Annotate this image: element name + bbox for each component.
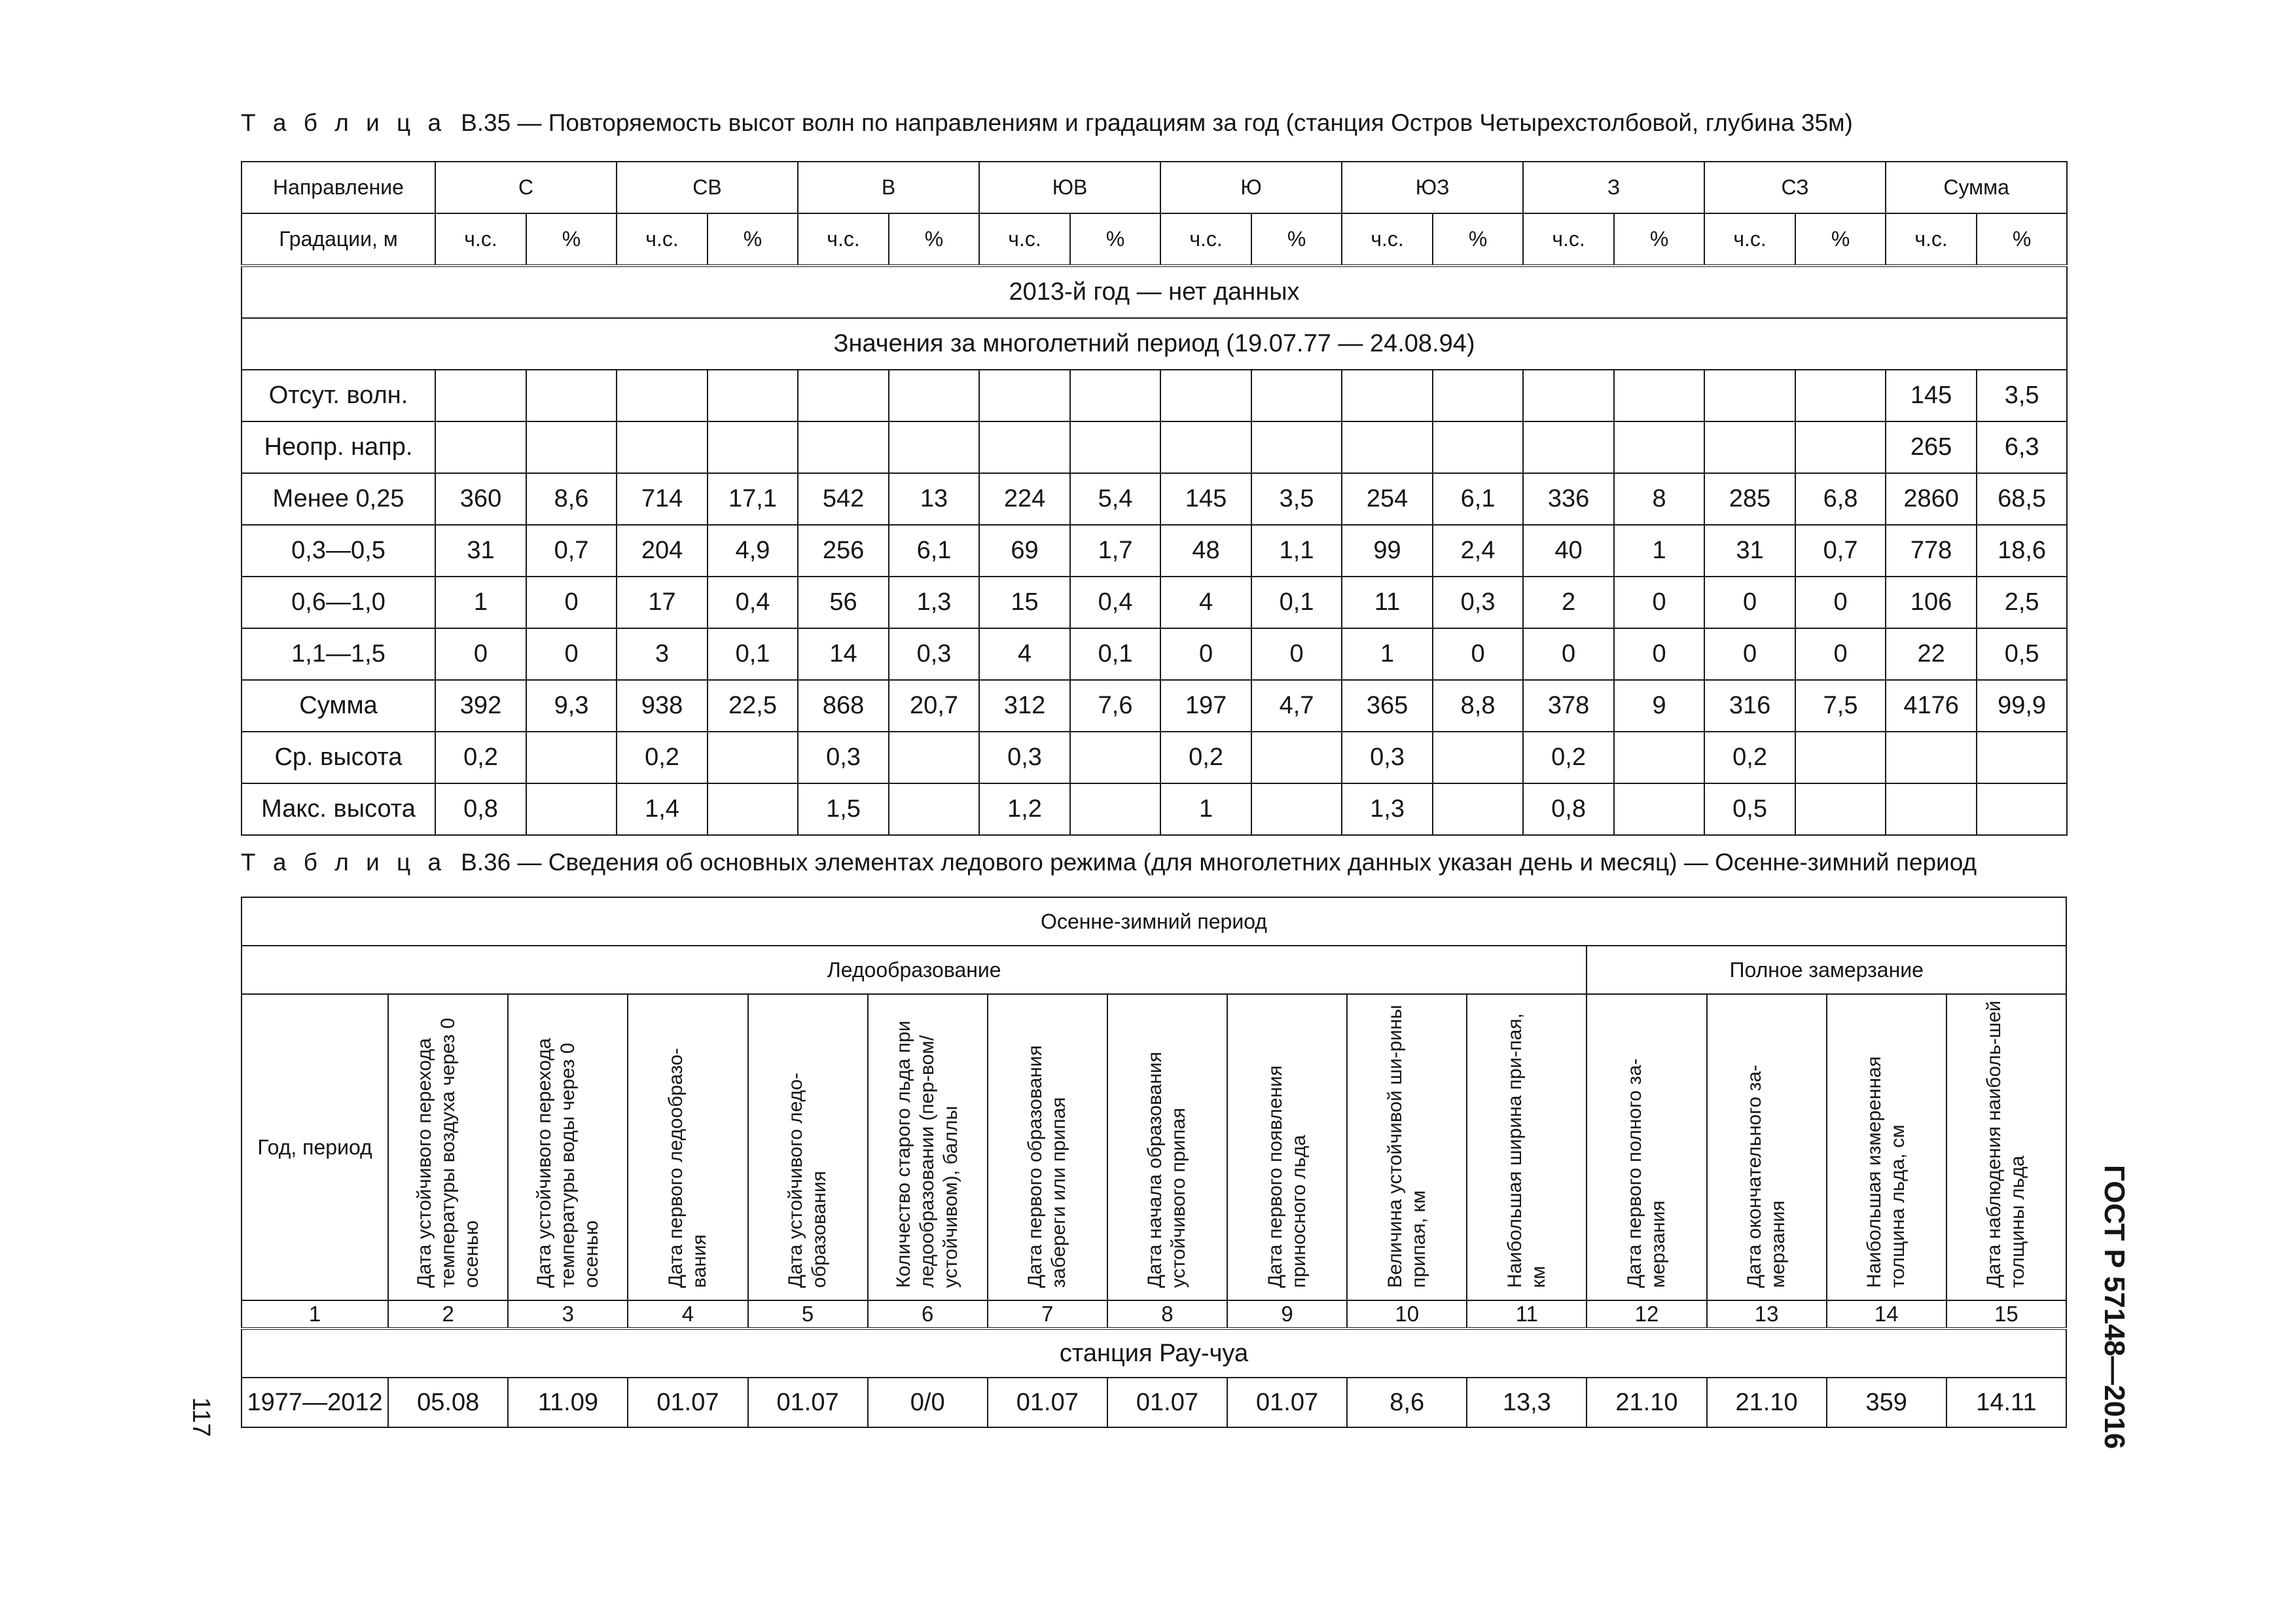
data-cell: 0 bbox=[435, 628, 526, 680]
data-cell: 0,3 bbox=[1342, 732, 1433, 783]
subheader-percent: % bbox=[1433, 213, 1523, 266]
data-cell: 359 bbox=[1827, 1378, 1946, 1427]
direction-cell: ЮВ bbox=[979, 162, 1160, 213]
data-cell bbox=[1704, 421, 1795, 473]
column-number: 1 bbox=[242, 1300, 388, 1329]
data-cell: 69 bbox=[979, 525, 1070, 577]
data-cell bbox=[889, 370, 979, 421]
data-cell: 6,3 bbox=[1977, 421, 2067, 473]
column-header bbox=[1467, 994, 1587, 1300]
data-cell bbox=[1886, 732, 1977, 783]
data-cell: 0/0 bbox=[868, 1378, 988, 1427]
column-number: 11 bbox=[1467, 1300, 1587, 1329]
column-header-text: Дата окончательного за-мерзания bbox=[1744, 1064, 1789, 1288]
data-cell: 2,4 bbox=[1433, 525, 1523, 577]
row-label: Ср. высота bbox=[242, 732, 435, 783]
column-header-text: Величина устойчивой ши-рины припая, км bbox=[1384, 1005, 1429, 1288]
data-cell bbox=[435, 421, 526, 473]
data-cell: 0 bbox=[1795, 628, 1886, 680]
data-cell: 256 bbox=[798, 525, 889, 577]
year-period-header: Год, период bbox=[242, 994, 388, 1300]
data-cell: 265 bbox=[1886, 421, 1977, 473]
data-cell: 48 bbox=[1160, 525, 1251, 577]
column-header bbox=[628, 994, 747, 1300]
page-number: 117 bbox=[187, 1397, 215, 1437]
data-cell bbox=[889, 732, 979, 783]
column-header bbox=[508, 994, 628, 1300]
subheader-count: ч.с. bbox=[979, 213, 1070, 266]
data-cell: 1 bbox=[1160, 783, 1251, 835]
column-header-text: Дата наблюдения наиболь-шей толщины льда bbox=[1983, 1000, 2029, 1288]
column-header bbox=[988, 994, 1107, 1300]
data-cell bbox=[1160, 370, 1251, 421]
data-cell bbox=[1795, 783, 1886, 835]
data-cell: 0,2 bbox=[435, 732, 526, 783]
column-number: 15 bbox=[1946, 1300, 2066, 1329]
column-number: 12 bbox=[1587, 1300, 1706, 1329]
column-number: 5 bbox=[748, 1300, 868, 1329]
data-cell: 0,5 bbox=[1977, 628, 2067, 680]
data-cell: 1 bbox=[1614, 525, 1704, 577]
data-cell bbox=[1070, 783, 1160, 835]
column-number: 6 bbox=[868, 1300, 988, 1329]
row-label: Макс. высота bbox=[242, 783, 435, 835]
direction-cell: Ю bbox=[1160, 162, 1342, 213]
column-header bbox=[1587, 994, 1706, 1300]
row-label: Неопр. напр. bbox=[242, 421, 435, 473]
data-cell bbox=[1614, 370, 1704, 421]
data-cell: 2 bbox=[1523, 577, 1614, 628]
data-cell: 11.09 bbox=[508, 1378, 628, 1427]
data-cell: 0,2 bbox=[1523, 732, 1614, 783]
data-cell: 11 bbox=[1342, 577, 1433, 628]
data-cell: 0,7 bbox=[526, 525, 617, 577]
data-cell: 1 bbox=[435, 577, 526, 628]
table36-caption bbox=[241, 848, 1977, 877]
subheader-percent: % bbox=[1070, 213, 1160, 266]
data-cell: 8,6 bbox=[1347, 1378, 1467, 1427]
data-cell: 01.07 bbox=[1227, 1378, 1347, 1427]
group-ice-formation: Ледообразование bbox=[242, 946, 1587, 994]
data-cell: 0,8 bbox=[1523, 783, 1614, 835]
direction-cell: СЗ bbox=[1704, 162, 1886, 213]
subheader-percent: % bbox=[1251, 213, 1342, 266]
column-header-text: Наибольшая ширина при-пая, км bbox=[1503, 1013, 1549, 1288]
table-row bbox=[242, 628, 2067, 680]
subheader-percent: % bbox=[1614, 213, 1704, 266]
data-cell: 1,3 bbox=[1342, 783, 1433, 835]
data-cell bbox=[617, 421, 708, 473]
data-cell: 17,1 bbox=[708, 473, 798, 525]
data-cell bbox=[798, 370, 889, 421]
data-cell: 197 bbox=[1160, 680, 1251, 732]
row-label: Сумма bbox=[242, 680, 435, 732]
data-cell: 0,3 bbox=[1433, 577, 1523, 628]
table-row bbox=[242, 473, 2067, 525]
data-cell: 312 bbox=[979, 680, 1070, 732]
direction-cell: З bbox=[1523, 162, 1704, 213]
data-cell: 4,7 bbox=[1251, 680, 1342, 732]
data-cell: 0,4 bbox=[1070, 577, 1160, 628]
column-header-text: Наибольшая измеренная толщина льда, см bbox=[1863, 1056, 1909, 1288]
data-cell: 106 bbox=[1886, 577, 1977, 628]
note-year: 2013-й год — нет данных bbox=[242, 266, 2067, 318]
column-header-text: Количество старого льда при ледообразовании (пер-вом/ устойчивом), баллы bbox=[893, 1020, 962, 1288]
data-cell bbox=[708, 732, 798, 783]
row-label: 0,3—0,5 bbox=[242, 525, 435, 577]
data-cell: 15 bbox=[979, 577, 1070, 628]
data-cell bbox=[1433, 783, 1523, 835]
data-cell bbox=[889, 783, 979, 835]
column-header bbox=[1227, 994, 1347, 1300]
column-header-text: Дата первого появления приносного льда bbox=[1264, 1065, 1310, 1288]
column-header bbox=[388, 994, 508, 1300]
data-cell: 0 bbox=[1160, 628, 1251, 680]
data-cell: 8,8 bbox=[1433, 680, 1523, 732]
data-cell: 145 bbox=[1886, 370, 1977, 421]
data-cell: 22,5 bbox=[708, 680, 798, 732]
data-cell: 3 bbox=[617, 628, 708, 680]
data-cell: 6,1 bbox=[1433, 473, 1523, 525]
data-cell: 14.11 bbox=[1946, 1378, 2066, 1427]
data-cell: 1,2 bbox=[979, 783, 1070, 835]
data-cell bbox=[526, 421, 617, 473]
data-cell: 01.07 bbox=[628, 1378, 747, 1427]
data-cell: 20,7 bbox=[889, 680, 979, 732]
data-cell bbox=[1433, 370, 1523, 421]
data-cell: 392 bbox=[435, 680, 526, 732]
data-cell: 0 bbox=[526, 628, 617, 680]
data-cell bbox=[1523, 370, 1614, 421]
data-cell: 4 bbox=[979, 628, 1070, 680]
data-cell bbox=[1070, 421, 1160, 473]
data-cell: 1,4 bbox=[617, 783, 708, 835]
data-cell: 0,1 bbox=[1070, 628, 1160, 680]
row-label: Отсут. волн. bbox=[242, 370, 435, 421]
data-cell bbox=[708, 783, 798, 835]
data-cell: 99 bbox=[1342, 525, 1433, 577]
subheader-count: ч.с. bbox=[617, 213, 708, 266]
data-cell: 0,3 bbox=[889, 628, 979, 680]
table-row bbox=[242, 783, 2067, 835]
data-cell bbox=[708, 370, 798, 421]
data-cell bbox=[1886, 783, 1977, 835]
data-cell: 40 bbox=[1523, 525, 1614, 577]
data-cell bbox=[1251, 732, 1342, 783]
table35-caption bbox=[241, 109, 1853, 137]
direction-cell: СВ bbox=[617, 162, 798, 213]
table-row bbox=[242, 370, 2067, 421]
data-cell: 938 bbox=[617, 680, 708, 732]
data-cell: 0 bbox=[1704, 628, 1795, 680]
data-cell: 1 bbox=[1342, 628, 1433, 680]
data-cell: 21.10 bbox=[1587, 1378, 1706, 1427]
data-cell: 0 bbox=[1614, 577, 1704, 628]
subheader-count: ч.с. bbox=[435, 213, 526, 266]
column-header bbox=[1107, 994, 1227, 1300]
note-period: Значения за многолетний период (19.07.77 — 24.08.94) bbox=[242, 318, 2067, 370]
data-cell: 01.07 bbox=[748, 1378, 868, 1427]
data-cell: 4 bbox=[1160, 577, 1251, 628]
data-cell: 360 bbox=[435, 473, 526, 525]
data-cell: 0 bbox=[1433, 628, 1523, 680]
subheader-percent: % bbox=[526, 213, 617, 266]
direction-cell: Сумма bbox=[1886, 162, 2067, 213]
data-cell bbox=[708, 421, 798, 473]
column-number: 13 bbox=[1707, 1300, 1827, 1329]
data-cell: 9,3 bbox=[526, 680, 617, 732]
table-row bbox=[242, 1378, 2066, 1427]
data-cell: 0,1 bbox=[1251, 577, 1342, 628]
data-cell bbox=[1795, 421, 1886, 473]
data-cell: 0,7 bbox=[1795, 525, 1886, 577]
subheader-count: ч.с. bbox=[1160, 213, 1251, 266]
data-cell: 6,1 bbox=[889, 525, 979, 577]
data-cell: 1,1 bbox=[1251, 525, 1342, 577]
column-number: 7 bbox=[988, 1300, 1107, 1329]
data-cell bbox=[1795, 732, 1886, 783]
data-cell: 5,4 bbox=[1070, 473, 1160, 525]
data-cell bbox=[798, 421, 889, 473]
data-cell: 31 bbox=[435, 525, 526, 577]
data-cell: 7,5 bbox=[1795, 680, 1886, 732]
data-cell bbox=[1342, 370, 1433, 421]
data-cell: 1,7 bbox=[1070, 525, 1160, 577]
column-number: 3 bbox=[508, 1300, 628, 1329]
data-cell bbox=[1433, 732, 1523, 783]
column-header bbox=[1827, 994, 1946, 1300]
subheader-count: ч.с. bbox=[1342, 213, 1433, 266]
data-cell bbox=[1614, 732, 1704, 783]
data-cell: 3,5 bbox=[1251, 473, 1342, 525]
data-cell bbox=[1523, 421, 1614, 473]
data-cell: 365 bbox=[1342, 680, 1433, 732]
data-cell: 8 bbox=[1614, 473, 1704, 525]
data-cell: 0,3 bbox=[979, 732, 1070, 783]
column-number: 14 bbox=[1827, 1300, 1946, 1329]
data-cell: 0,8 bbox=[435, 783, 526, 835]
data-cell: 01.07 bbox=[1107, 1378, 1227, 1427]
data-cell: 0,5 bbox=[1704, 783, 1795, 835]
group-full-freeze: Полное замерзание bbox=[1587, 946, 2066, 994]
data-cell: 6,8 bbox=[1795, 473, 1886, 525]
column-number: 9 bbox=[1227, 1300, 1347, 1329]
subheader-count: ч.с. bbox=[798, 213, 889, 266]
data-cell bbox=[1433, 421, 1523, 473]
data-cell: 0 bbox=[1614, 628, 1704, 680]
data-cell: 13 bbox=[889, 473, 979, 525]
data-cell: 378 bbox=[1523, 680, 1614, 732]
data-cell: 0,2 bbox=[1704, 732, 1795, 783]
data-cell: 0 bbox=[1251, 628, 1342, 680]
data-cell: 31 bbox=[1704, 525, 1795, 577]
gradation-header: Градации, м bbox=[242, 213, 435, 266]
data-cell bbox=[1614, 783, 1704, 835]
column-header bbox=[1347, 994, 1467, 1300]
column-header-text: Дата первого образования забереги или припая bbox=[1024, 1045, 1070, 1288]
data-cell bbox=[979, 421, 1070, 473]
data-cell bbox=[526, 732, 617, 783]
data-cell: 2860 bbox=[1886, 473, 1977, 525]
data-cell: 68,5 bbox=[1977, 473, 2067, 525]
data-cell: 0 bbox=[526, 577, 617, 628]
data-cell: 4176 bbox=[1886, 680, 1977, 732]
data-cell bbox=[526, 370, 617, 421]
column-header bbox=[1707, 994, 1827, 1300]
data-cell: 9 bbox=[1614, 680, 1704, 732]
data-cell: 0,3 bbox=[798, 732, 889, 783]
table35-label: Т а б л и ц а bbox=[241, 109, 447, 136]
data-cell bbox=[526, 783, 617, 835]
data-cell bbox=[1977, 732, 2067, 783]
data-cell: 0,1 bbox=[708, 628, 798, 680]
data-cell: 868 bbox=[798, 680, 889, 732]
data-cell: 8,6 bbox=[526, 473, 617, 525]
data-cell: 0,4 bbox=[708, 577, 798, 628]
row-label: 0,6—1,0 bbox=[242, 577, 435, 628]
column-header-text: Дата устойчивого перехода температуры воздуха через 0 осенью bbox=[413, 1018, 482, 1288]
subheader-count: ч.с. bbox=[1704, 213, 1795, 266]
table36 bbox=[241, 897, 2067, 1428]
subheader-percent: % bbox=[708, 213, 798, 266]
data-cell: 56 bbox=[798, 577, 889, 628]
subheader-count: ч.с. bbox=[1523, 213, 1614, 266]
column-header-text: Дата первого ледообразо-вания bbox=[664, 1048, 710, 1288]
data-cell: 224 bbox=[979, 473, 1070, 525]
direction-cell: ЮЗ bbox=[1342, 162, 1523, 213]
direction-cell: С bbox=[435, 162, 617, 213]
data-cell bbox=[1614, 421, 1704, 473]
data-cell: 21.10 bbox=[1707, 1378, 1827, 1427]
column-number: 4 bbox=[628, 1300, 747, 1329]
data-cell bbox=[1342, 421, 1433, 473]
subheader-count: ч.с. bbox=[1886, 213, 1977, 266]
data-cell: 99,9 bbox=[1977, 680, 2067, 732]
subheader-percent: % bbox=[889, 213, 979, 266]
document-code: ГОСТ Р 57148—2016 bbox=[2098, 1165, 2130, 1450]
data-cell bbox=[1251, 421, 1342, 473]
data-cell: 778 bbox=[1886, 525, 1977, 577]
data-cell bbox=[617, 370, 708, 421]
column-header-text: Дата первого полного за-мерзания bbox=[1623, 1058, 1669, 1288]
data-cell: 204 bbox=[617, 525, 708, 577]
table36-label: Т а б л и ц а bbox=[241, 849, 447, 876]
row-label: Менее 0,25 bbox=[242, 473, 435, 525]
data-cell bbox=[889, 421, 979, 473]
data-cell: 0,2 bbox=[617, 732, 708, 783]
data-cell: 17 bbox=[617, 577, 708, 628]
subheader-percent: % bbox=[1977, 213, 2067, 266]
direction-cell: В bbox=[798, 162, 979, 213]
data-cell: 4,9 bbox=[708, 525, 798, 577]
column-header bbox=[748, 994, 868, 1300]
data-cell: 13,3 bbox=[1467, 1378, 1587, 1427]
data-cell: 316 bbox=[1704, 680, 1795, 732]
data-cell bbox=[1795, 370, 1886, 421]
data-cell: 714 bbox=[617, 473, 708, 525]
table-row bbox=[242, 525, 2067, 577]
table36-title: В.36 — Сведения об основных элементах ледового режима (для многолетних данных указан день и месяц) — Осенне-зимний период bbox=[461, 849, 1977, 876]
table-row bbox=[242, 732, 2067, 783]
column-header bbox=[868, 994, 988, 1300]
data-cell bbox=[1070, 732, 1160, 783]
data-cell bbox=[1704, 370, 1795, 421]
data-cell: 336 bbox=[1523, 473, 1614, 525]
column-header bbox=[1946, 994, 2066, 1300]
data-cell: 14 bbox=[798, 628, 889, 680]
period-header: Осенне-зимний период bbox=[242, 897, 2066, 946]
data-cell: 254 bbox=[1342, 473, 1433, 525]
data-cell: 7,6 bbox=[1070, 680, 1160, 732]
data-cell bbox=[979, 370, 1070, 421]
data-cell: 1,5 bbox=[798, 783, 889, 835]
data-cell: 05.08 bbox=[388, 1378, 508, 1427]
table-row bbox=[242, 421, 2067, 473]
column-header-text: Дата устойчивого перехода температуры воды через 0 осенью bbox=[533, 1038, 602, 1288]
data-cell: 145 bbox=[1160, 473, 1251, 525]
data-cell: 01.07 bbox=[988, 1378, 1107, 1427]
data-cell: 18,6 bbox=[1977, 525, 2067, 577]
data-cell: 1,3 bbox=[889, 577, 979, 628]
table-row bbox=[242, 577, 2067, 628]
row-period: 1977—2012 bbox=[242, 1378, 388, 1427]
data-cell: 542 bbox=[798, 473, 889, 525]
data-cell: 2,5 bbox=[1977, 577, 2067, 628]
data-cell: 22 bbox=[1886, 628, 1977, 680]
data-cell bbox=[1977, 783, 2067, 835]
subheader-percent: % bbox=[1795, 213, 1886, 266]
row-label: 1,1—1,5 bbox=[242, 628, 435, 680]
data-cell bbox=[1160, 421, 1251, 473]
column-header-text: Дата начала образования устойчивого припая bbox=[1144, 1051, 1190, 1288]
column-number: 8 bbox=[1107, 1300, 1227, 1329]
data-cell: 0 bbox=[1795, 577, 1886, 628]
column-header-text: Дата устойчивого ледо-образования bbox=[785, 1073, 831, 1288]
data-cell: 285 bbox=[1704, 473, 1795, 525]
data-cell: 0 bbox=[1704, 577, 1795, 628]
data-cell: 3,5 bbox=[1977, 370, 2067, 421]
table35 bbox=[241, 161, 2068, 836]
data-cell bbox=[1251, 783, 1342, 835]
data-cell bbox=[1251, 370, 1342, 421]
data-cell bbox=[1070, 370, 1160, 421]
data-cell: 0,2 bbox=[1160, 732, 1251, 783]
data-cell: 0 bbox=[1523, 628, 1614, 680]
direction-header: Направление bbox=[242, 162, 435, 213]
column-number: 2 bbox=[388, 1300, 508, 1329]
column-number: 10 bbox=[1347, 1300, 1467, 1329]
station-row: станция Рау-чуа bbox=[242, 1329, 2066, 1378]
data-cell bbox=[435, 370, 526, 421]
table-row bbox=[242, 680, 2067, 732]
table35-title: В.35 — Повторяемость высот волн по направлениям и градациям за год (станция Остров Четырехстолбовой, глубина 35м) bbox=[461, 109, 1853, 136]
